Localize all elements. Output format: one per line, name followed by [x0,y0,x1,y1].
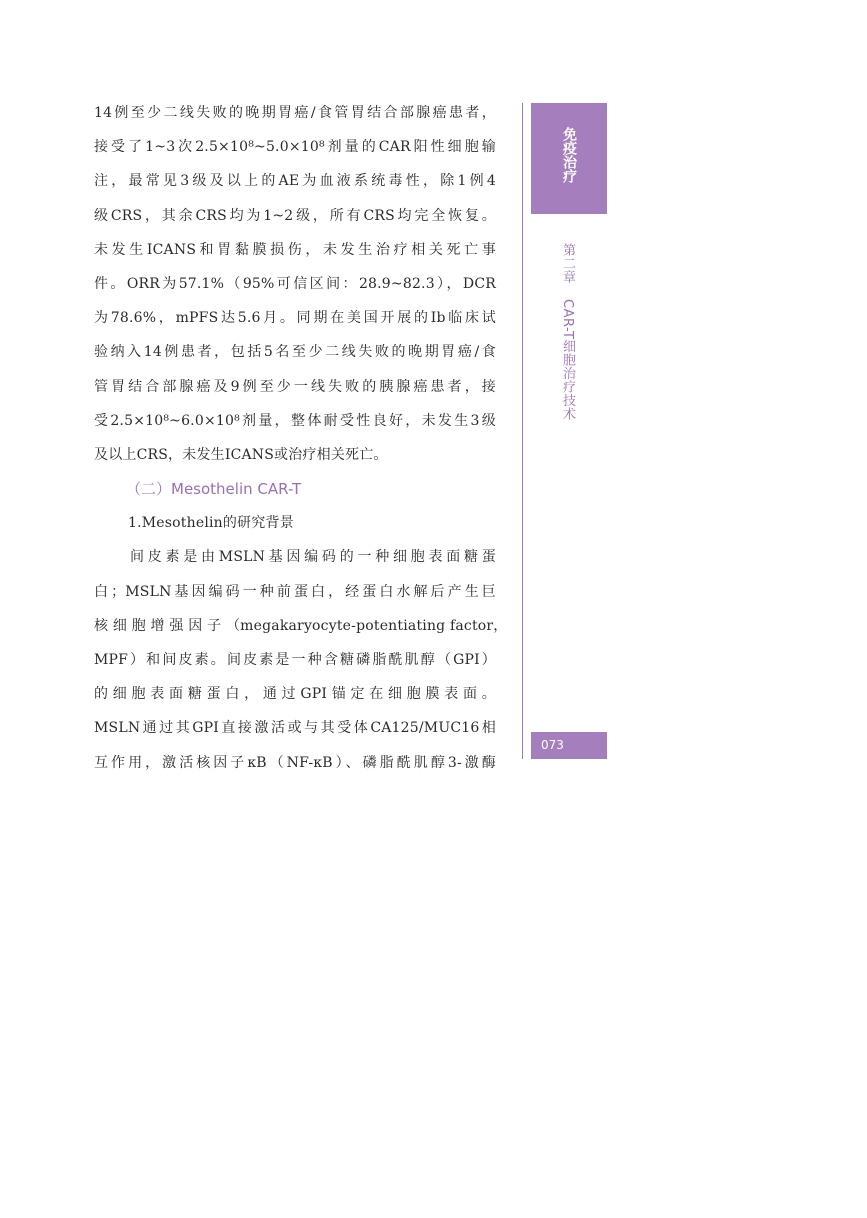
text-line: MSLN通过其GPI直接激活或与其受体CA125/MUC16相 [94,720,496,737]
chapter-suffix: 细胞治疗技术 [560,339,575,421]
chapter-prefix: 第二章 [560,243,575,284]
text-line: 白；MSLN基因编码一种前蛋白，经蛋白水解后产生巨 [94,583,496,600]
text-line: 管胃结合部腺癌及9例至少一线失败的胰腺癌患者，接 [94,378,496,395]
section-tab-label: 免疫治疗 [561,127,577,183]
text-line: 核 细 胞 增 强 因 子 （megakaryocyte-potentiating factor， [94,617,508,634]
subheading: 1.Mesothelin的研究背景 [128,515,294,532]
text-line: 及以上CRS，未发生ICANS或治疗相关死亡。 [94,446,388,463]
text-line: 注，最常见3级及以上的AE为血液系统毒性，除1例4 [94,173,496,190]
text-line: 为78.6%，mPFS达5.6月。同期在美国开展的Ib临床试 [94,310,496,327]
text-line: 受2.5×10⁸~6.0×10⁸剂量，整体耐受性良好，未发生3级 [94,412,496,429]
section-heading: （二）Mesothelin CAR-T [126,480,302,499]
main-text-column [94,96,508,780]
text-line: MPF）和间皮素。间皮素是一种含糖磷脂酰肌醇（GPI） [94,652,496,668]
text-line: 互作用，激活核因子κB（NF-κB）、磷脂酰肌醇3-激酶 [94,754,496,771]
text-line: 接受了1~3次2.5×10⁸~5.0×10⁸剂量的CAR阳性细胞输 [94,139,496,156]
text-line: 件。ORR为57.1%（95%可信区间：28.9~82.3），DCR [94,275,496,292]
chapter-title [555,243,575,420]
text-line: 间皮素是由MSLN基因编码的一种细胞表面糖蛋 [130,549,496,566]
section-tab [531,103,607,214]
text-line: 14例至少二线失败的晚期胃癌/食管胃结合部腺癌患者， [94,105,496,121]
page-number: 073 [531,732,607,759]
text-line: 级CRS，其余CRS均为1~2级，所有CRS均完全恢复。 [94,207,496,224]
text-line: 的细胞表面糖蛋白，通过GPI锚定在细胞膜表面。 [94,686,496,703]
sidebar-divider [522,103,523,759]
chapter-latin: CAR-T [560,299,575,340]
text-line: 验纳入14例患者，包括5名至少二线失败的晚期胃癌/食 [94,344,496,361]
text-line: 未发生ICANS和胃黏膜损伤，未发生治疗相关死亡事 [94,241,496,258]
